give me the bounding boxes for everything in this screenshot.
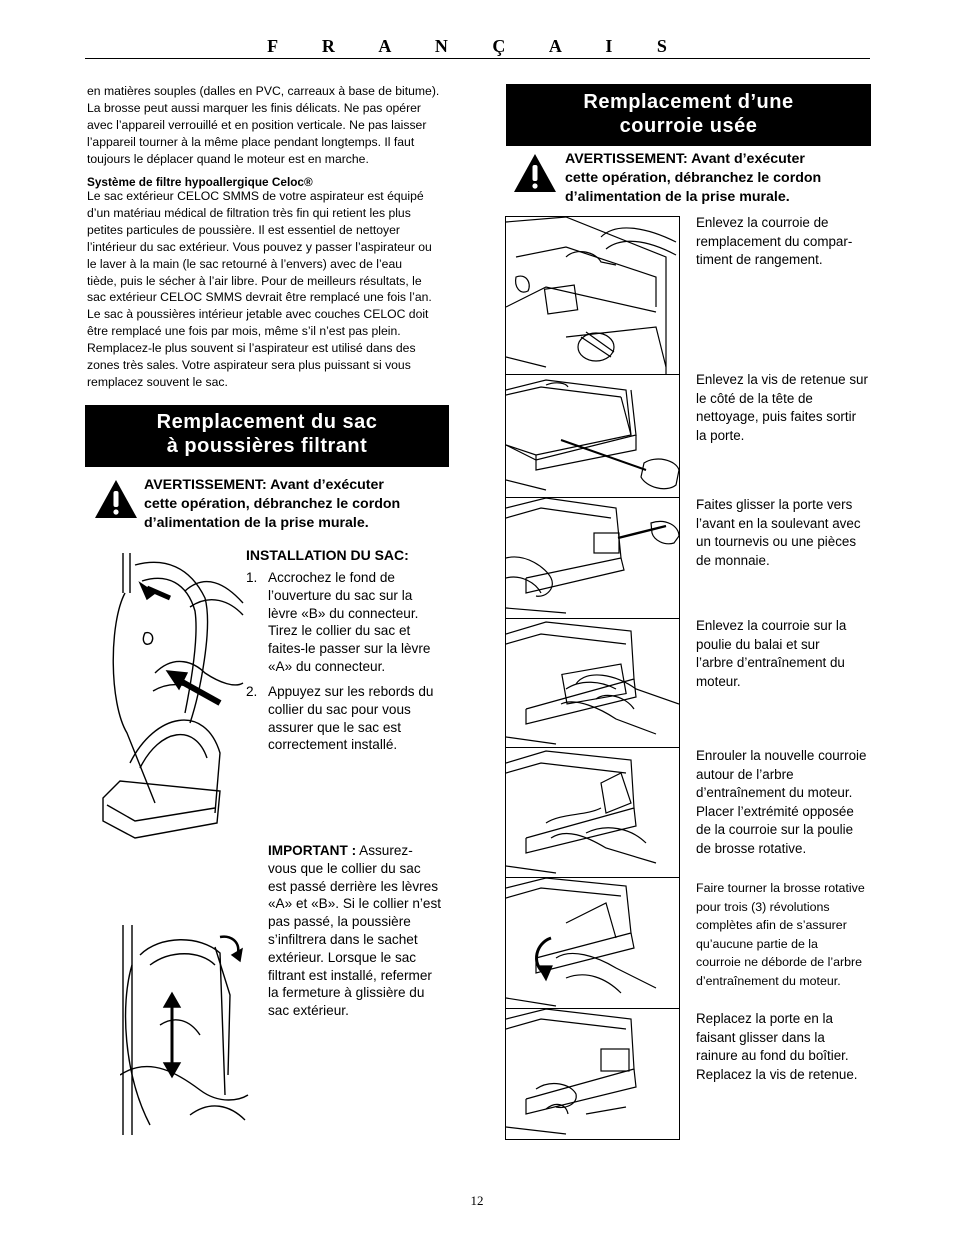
text-line: assurer que le sac est	[268, 719, 401, 735]
belt-step-1-text	[696, 214, 874, 270]
bag-replacement-banner	[85, 405, 449, 467]
belt-step-1-illustration	[506, 217, 679, 374]
install-step-2	[268, 683, 453, 754]
text-line: le laver à la main (le sac retourné à l’envers) avec de l’eau	[87, 256, 403, 271]
text-line: «A» et «B». Si le collier n’est	[268, 896, 442, 912]
text-line	[268, 842, 453, 860]
install-step-1	[268, 569, 453, 676]
text-fragment: Assurez-	[359, 843, 413, 858]
text-line: tiède, puis le sécher à l’air libre. Pour de meilleurs résultats, le	[87, 273, 422, 288]
banner-line: à poussières filtrant	[166, 435, 368, 457]
bag-collar-illustration	[120, 925, 250, 1140]
text-line: faites-le passer sur la lèvre	[268, 641, 431, 657]
text-line: l’arbre d’entraînement du	[696, 655, 845, 671]
text-line: Enlevez la vis de retenue sur	[696, 372, 868, 387]
text-line: d’entraînement du moteur.	[696, 973, 841, 988]
text-line: autour de l’arbre	[696, 766, 794, 782]
text-line: est passé derrière les lèvres	[268, 878, 438, 894]
text-line: qu’aucune partie de la	[696, 936, 818, 951]
text-line: l’avant en la soulevant avec	[696, 515, 861, 531]
text-line: Faites glisser la porte vers	[696, 497, 853, 512]
text-line: la fermeture à glissière du	[268, 985, 425, 1001]
text-line: d’entraînement du moteur.	[696, 785, 853, 801]
header-rule	[85, 58, 870, 59]
banner-line: Remplacement d’une	[583, 91, 794, 113]
belt-step-2-illustration	[506, 375, 679, 495]
text-line: Replacez la porte en la	[696, 1011, 833, 1026]
text-line: petites particules de poussière. Il est essentiel de nettoyer	[87, 222, 400, 237]
filter-paragraph	[87, 188, 452, 391]
banner-line: Remplacement du sac	[156, 411, 378, 433]
warning-icon	[93, 478, 139, 520]
text-line: sac extérieur CELOC SMMS devrait être remplacé une fois l’an.	[87, 290, 432, 305]
text-line: Appuyez sur les rebords du	[268, 684, 434, 699]
warning-line: cette opération, débranchez le cordon	[144, 496, 401, 512]
warning-icon	[512, 152, 558, 194]
belt-replacement-banner	[506, 84, 871, 146]
warning-line: d’alimentation de la prise murale.	[144, 515, 369, 531]
text-line: La brosse peut aussi marquer les finis délicats. Ne pas opérer	[87, 100, 421, 115]
text-line: être remplacé une fois par mois, même s’il n’est pas plein.	[87, 324, 401, 339]
warning-line: AVERTISSEMENT: Avant d’exécuter	[144, 477, 384, 493]
belt-step-5-illustration	[506, 748, 679, 876]
text-line: l’intérieur du sac extérieur. Vous pouvez y passer l’aspirateur ou	[87, 239, 432, 254]
belt-step-2-text	[696, 371, 874, 445]
belt-step-4-text	[696, 617, 874, 691]
text-line: zones très sales. Votre aspirateur sera plus puissant si vous	[87, 358, 411, 373]
text-line: sac extérieur.	[268, 1003, 349, 1019]
text-line: courroie ne déborde de l’arbre	[696, 955, 863, 970]
text-line: Enlevez la courroie de	[696, 215, 829, 230]
intro-paragraph	[87, 83, 452, 168]
text-line: Le sac à poussières intérieur jetable avec couches CELOC doit	[87, 307, 429, 322]
warning-line: AVERTISSEMENT: Avant d’exécuter	[565, 151, 805, 167]
text-line: toujours le déplacer quand le moteur est en marche.	[87, 151, 369, 166]
belt-step-6-text	[696, 879, 876, 991]
text-line: Accrochez le fond de	[268, 570, 395, 585]
text-line: Enrouler la nouvelle courroie	[696, 748, 867, 763]
text-line: avec l’appareil verrouillé et en position verticale. Ne pas laisser	[87, 117, 427, 132]
belt-step-5-text	[696, 747, 874, 859]
install-heading: INSTALLATION DU SAC:	[246, 547, 409, 563]
belt-warning-text	[565, 150, 870, 207]
page-number: 12	[470, 1193, 484, 1208]
text-line: de monnaie.	[696, 552, 770, 568]
text-line: nettoyage, puis faites sortir	[696, 409, 857, 425]
banner-line: courroie usée	[619, 115, 758, 137]
belt-step-7-illustration	[506, 1009, 679, 1139]
text-line: «A» du connecteur.	[268, 658, 386, 674]
text-line: complètes afin de s’assurer	[696, 918, 847, 933]
text-line: filtrant est installé, refermer	[268, 967, 432, 983]
text-line: remplacez souvent le sac.	[87, 374, 228, 389]
text-line: Enlevez la courroie sur la	[696, 618, 847, 633]
text-line: faisant glisser dans la	[696, 1029, 825, 1045]
text-line: Replacez la vis de retenue.	[696, 1066, 858, 1082]
important-label: IMPORTANT :	[268, 843, 357, 858]
important-note	[268, 842, 453, 1020]
belt-step-6-illustration	[506, 878, 679, 1008]
text-line: l’appareil tourner à la même place pendant longtemps. Il faut	[87, 134, 415, 149]
language-title: F R A N Ç A I S	[267, 36, 687, 56]
bag-warning-text	[144, 476, 444, 533]
bag-installation-illustration	[95, 553, 245, 853]
text-line: de brosse rotative.	[696, 840, 807, 856]
text-line: de la courroie sur la poulie	[696, 822, 854, 838]
text-line: vous que le collier du sac	[268, 860, 421, 876]
text-line: Remplacez-le plus souvent si l’aspirateur est utilisé dans des	[87, 341, 416, 356]
text-line: Le sac extérieur CELOC SMMS de votre aspirateur est équipé	[87, 189, 424, 203]
text-line: le côté de la tête de	[696, 390, 813, 406]
text-line: un tournevis ou une pièces	[696, 534, 857, 550]
text-line: lèvre «B» du connecteur.	[268, 605, 419, 621]
belt-step-4-illustration	[506, 619, 679, 747]
text-line: moteur.	[696, 673, 741, 689]
text-line: poulie du balai et sur	[696, 636, 820, 652]
belt-step-3-text	[696, 496, 874, 570]
text-line: Placer l’extrémité opposée	[696, 803, 854, 819]
text-line: collier du sac pour vous	[268, 701, 411, 717]
text-line: correctement installé.	[268, 737, 398, 753]
text-line: remplacement du compar-	[696, 233, 853, 249]
text-line: pour trois (3) révolutions	[696, 899, 830, 914]
step-number: 1.	[246, 570, 258, 585]
belt-step-7-text	[696, 1010, 874, 1084]
text-line: l’ouverture du sac sur la	[268, 587, 413, 603]
text-line: rainure au fond du boîtier.	[696, 1048, 849, 1064]
text-line: Tirez le collier du sac et	[268, 623, 411, 639]
text-line: Faire tourner la brosse rotative	[696, 881, 865, 895]
filter-heading: Système de filtre hypoallergique Celoc®	[87, 175, 313, 189]
belt-step-3-illustration	[506, 498, 679, 617]
text-line: d’un matériau médical de filtration très fin qui retient les plus	[87, 205, 411, 220]
step-number: 2.	[246, 684, 258, 699]
warning-line: cette opération, débranchez le cordon	[565, 170, 822, 186]
text-line: s’infiltrera dans le sachet	[268, 931, 418, 947]
text-line: en matières souples (dalles en PVC, carreaux à base de bitume).	[87, 84, 440, 98]
text-line: timent de rangement.	[696, 252, 823, 268]
text-line: la porte.	[696, 427, 745, 443]
warning-line: d’alimentation de la prise murale.	[565, 189, 790, 205]
text-line: pas passé, la poussière	[268, 914, 411, 930]
text-line: extérieur. Lorsque le sac	[268, 949, 417, 965]
